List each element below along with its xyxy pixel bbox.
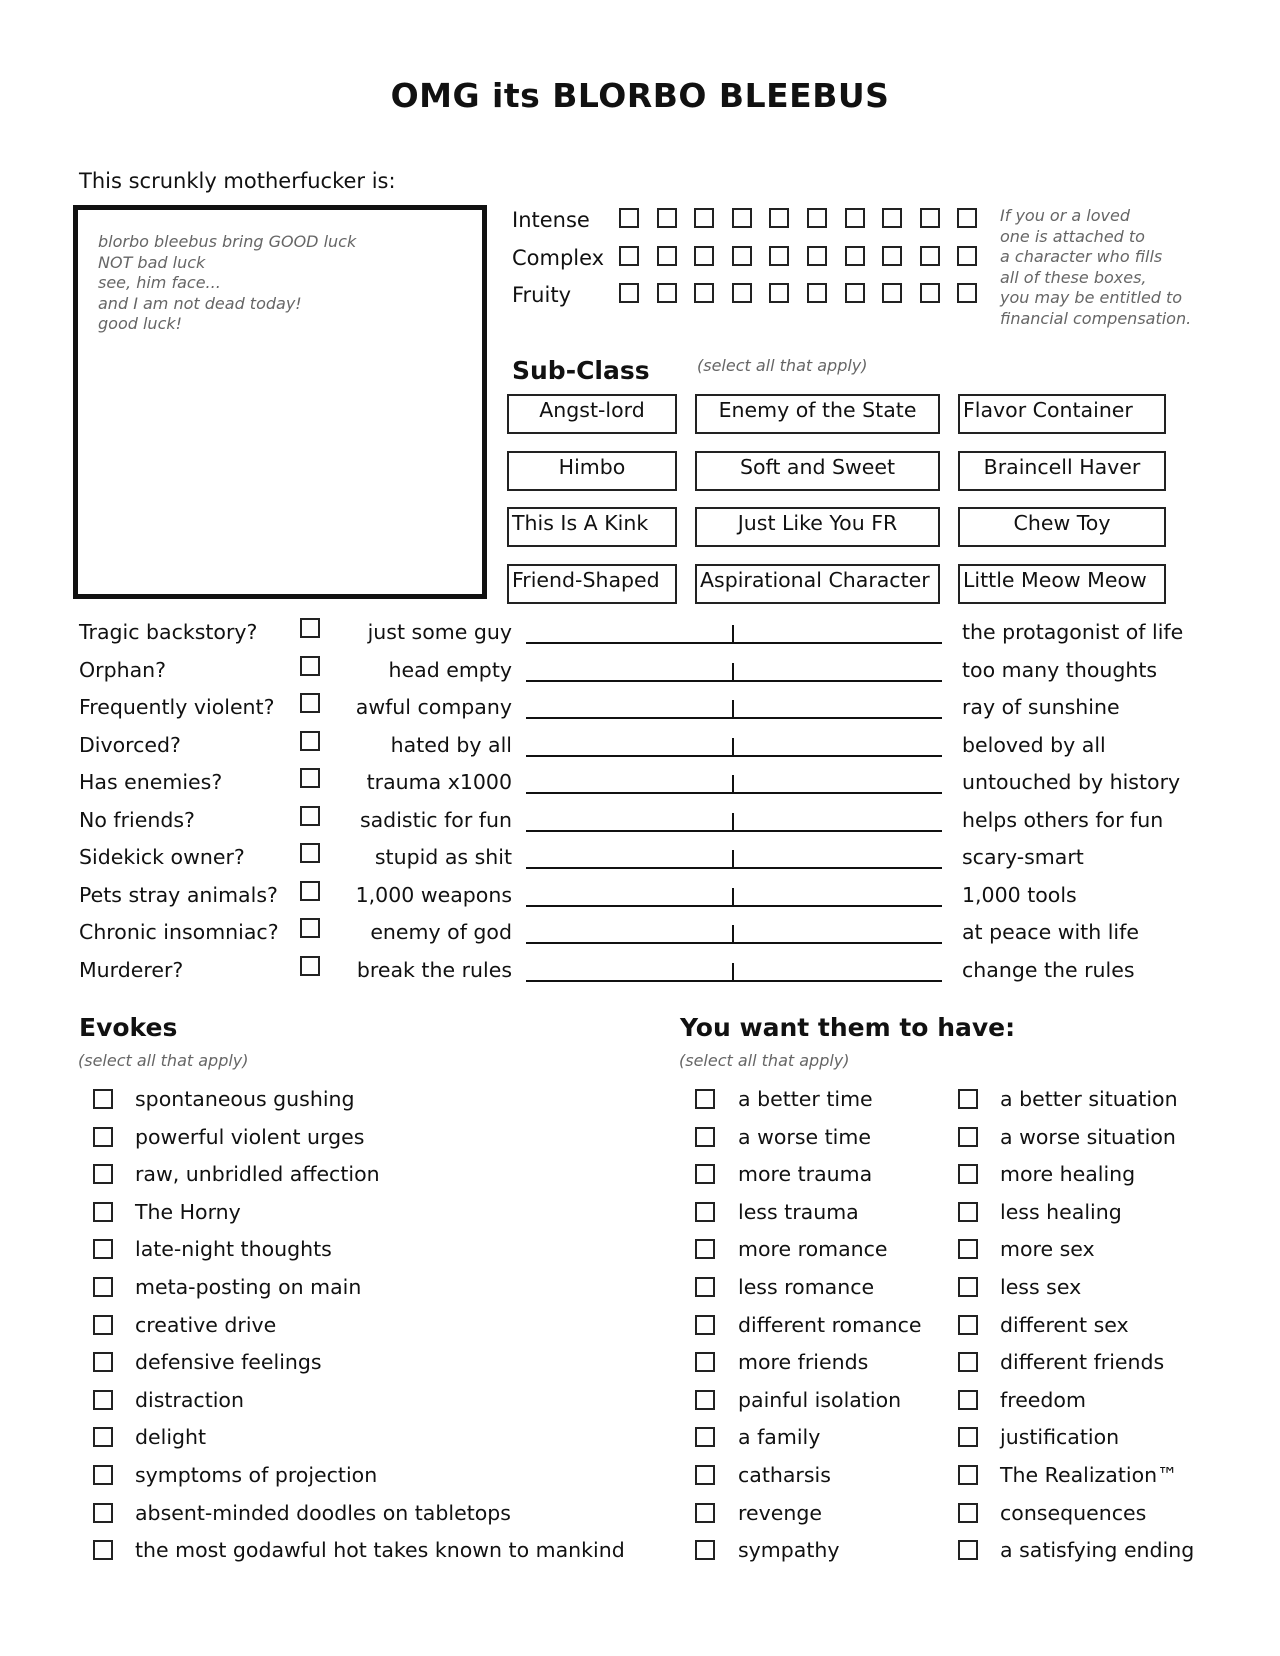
want-checkbox[interactable]: [958, 1540, 978, 1560]
scale-slider[interactable]: [526, 905, 942, 907]
question-checkbox[interactable]: [300, 956, 320, 976]
rating-checkbox[interactable]: [845, 283, 865, 303]
subclass-option[interactable]: This Is A Kink: [507, 507, 677, 547]
rating-checkbox[interactable]: [920, 246, 940, 266]
scale-right-label: beloved by all: [962, 732, 1106, 757]
rating-checkbox[interactable]: [845, 208, 865, 228]
subclass-option[interactable]: Braincell Haver: [958, 451, 1166, 491]
want-checkbox[interactable]: [695, 1239, 715, 1259]
rating-label-intense: Intense: [512, 208, 590, 232]
want-checkbox[interactable]: [695, 1465, 715, 1485]
want-item-label: a worse situation: [1000, 1124, 1176, 1149]
scale-slider[interactable]: [526, 642, 942, 644]
subclass-option[interactable]: Aspirational Character: [695, 564, 940, 604]
want-checkbox[interactable]: [958, 1465, 978, 1485]
scale-slider[interactable]: [526, 867, 942, 869]
want-item-label: less sex: [1000, 1275, 1082, 1299]
scale-marker[interactable]: [732, 625, 734, 643]
want-item-label: more sex: [1000, 1237, 1095, 1262]
scale-right-label: ray of sunshine: [962, 695, 1120, 719]
compensation-disclaimer: If you or a loved one is attached to a character who fills all of these boxes, you may be entitled to financial compensation.: [1000, 206, 1192, 328]
rating-checkbox[interactable]: [920, 283, 940, 303]
scale-left-label: trauma x1000: [366, 770, 512, 794]
evokes-checkbox[interactable]: [93, 1315, 113, 1335]
want-item-label: more trauma: [738, 1162, 873, 1187]
scale-right-label: at peace with life: [962, 920, 1139, 944]
evokes-item-label: defensive feelings: [135, 1350, 322, 1375]
want-item-label: different sex: [1000, 1312, 1129, 1337]
want-checkbox[interactable]: [958, 1390, 978, 1410]
subclass-option[interactable]: Friend-Shaped: [507, 564, 677, 604]
scale-right-label: change the rules: [962, 957, 1135, 982]
question-checkbox[interactable]: [300, 806, 320, 826]
evokes-item-label: distraction: [135, 1387, 244, 1412]
evokes-checkbox[interactable]: [93, 1164, 113, 1184]
question-label: Orphan?: [79, 657, 167, 682]
scale-left-label: awful company: [355, 695, 512, 719]
question-label: Pets stray animals?: [79, 882, 278, 907]
want-item-label: catharsis: [738, 1463, 831, 1487]
scale-left-label: break the rules: [356, 957, 512, 982]
subclass-option[interactable]: Soft and Sweet: [695, 451, 940, 491]
scale-right-label: the protagonist of life: [962, 620, 1184, 644]
question-label: Sidekick owner?: [79, 845, 245, 869]
evokes-item-label: meta-posting on main: [135, 1275, 362, 1299]
want-item-label: less trauma: [738, 1199, 859, 1224]
subclass-option[interactable]: Little Meow Meow: [958, 564, 1166, 604]
evokes-item-label: the most godawful hot takes known to mankind: [135, 1538, 625, 1563]
scale-slider[interactable]: [526, 717, 942, 719]
rating-checkbox[interactable]: [882, 246, 902, 266]
want-checkbox[interactable]: [695, 1540, 715, 1560]
rating-checkbox[interactable]: [882, 283, 902, 303]
want-checkbox[interactable]: [695, 1390, 715, 1410]
portrait-box[interactable]: [73, 205, 487, 599]
rating-checkbox[interactable]: [619, 246, 639, 266]
rating-checkbox[interactable]: [769, 246, 789, 266]
portrait-caption: blorbo bleebus bring GOOD luck NOT bad luck see, him face... and I am not dead today! good luck!: [98, 232, 357, 333]
scale-marker[interactable]: [732, 888, 734, 906]
question-label: Frequently violent?: [79, 695, 275, 719]
scale-right-label: helps others for fun: [962, 807, 1164, 832]
evokes-checkbox[interactable]: [93, 1127, 113, 1147]
want-checkbox[interactable]: [958, 1427, 978, 1447]
want-item-label: justification: [1000, 1425, 1120, 1450]
scale-marker[interactable]: [732, 963, 734, 981]
evokes-item-label: late-night thoughts: [135, 1237, 332, 1262]
question-label: Murderer?: [79, 957, 184, 982]
rating-checkbox[interactable]: [657, 208, 677, 228]
rating-checkbox[interactable]: [807, 208, 827, 228]
evokes-item-label: The Horny: [135, 1199, 241, 1224]
want-item-label: revenge: [738, 1500, 822, 1525]
rating-checkbox[interactable]: [807, 246, 827, 266]
subclass-option[interactable]: Himbo: [507, 451, 677, 491]
rating-checkbox[interactable]: [957, 283, 977, 303]
want-item-label: a worse time: [738, 1124, 871, 1149]
scale-left-label: 1,000 weapons: [355, 882, 512, 907]
rating-checkbox[interactable]: [694, 208, 714, 228]
subclass-option[interactable]: Enemy of the State: [695, 394, 940, 434]
want-checkbox[interactable]: [695, 1089, 715, 1109]
evokes-checkbox[interactable]: [93, 1089, 113, 1109]
evokes-checkbox[interactable]: [93, 1427, 113, 1447]
rating-label-complex: Complex: [512, 245, 605, 270]
want-item-label: painful isolation: [738, 1387, 902, 1412]
scale-left-label: head empty: [388, 657, 512, 682]
evokes-note: (select all that apply): [78, 1051, 249, 1070]
want-item-label: different friends: [1000, 1350, 1165, 1375]
rating-checkbox[interactable]: [882, 208, 902, 228]
want-item-label: a family: [738, 1425, 821, 1450]
evokes-checkbox[interactable]: [93, 1239, 113, 1259]
evokes-checkbox[interactable]: [93, 1352, 113, 1372]
scale-left-label: sadistic for fun: [359, 807, 512, 832]
want-title: You want them to have:: [680, 1013, 1016, 1042]
evokes-item-label: delight: [135, 1425, 207, 1450]
evokes-item-label: spontaneous gushing: [135, 1087, 355, 1111]
question-checkbox[interactable]: [300, 881, 320, 901]
question-label: Divorced?: [79, 732, 181, 757]
want-item-label: different romance: [738, 1312, 922, 1337]
subclass-option[interactable]: Flavor Container: [958, 394, 1166, 434]
rating-checkbox[interactable]: [957, 246, 977, 266]
scale-marker[interactable]: [732, 700, 734, 718]
want-item-label: freedom: [1000, 1387, 1086, 1412]
want-item-label: a better situation: [1000, 1087, 1178, 1111]
want-checkbox[interactable]: [958, 1164, 978, 1184]
question-checkbox[interactable]: [300, 918, 320, 938]
scale-marker[interactable]: [732, 813, 734, 831]
scale-marker[interactable]: [732, 663, 734, 681]
want-checkbox[interactable]: [958, 1239, 978, 1259]
scale-marker[interactable]: [732, 850, 734, 868]
want-item-label: more romance: [738, 1237, 888, 1262]
intro-label: This scrunkly motherfucker is:: [79, 169, 396, 193]
evokes-item-label: symptoms of projection: [135, 1463, 378, 1487]
evokes-checkbox[interactable]: [93, 1465, 113, 1485]
scale-marker[interactable]: [732, 738, 734, 756]
question-label: Has enemies?: [79, 770, 223, 794]
want-checkbox[interactable]: [695, 1427, 715, 1447]
scale-right-label: too many thoughts: [962, 657, 1158, 682]
subclass-title: Sub-Class: [512, 356, 650, 385]
scale-marker[interactable]: [732, 775, 734, 793]
scale-left-label: enemy of god: [370, 920, 512, 944]
rating-checkbox[interactable]: [694, 283, 714, 303]
rating-checkbox[interactable]: [732, 283, 752, 303]
question-label: Chronic insomniac?: [79, 920, 279, 944]
scale-left-label: stupid as shit: [374, 845, 512, 869]
rating-checkbox[interactable]: [619, 208, 639, 228]
evokes-title: Evokes: [79, 1013, 178, 1042]
want-note: (select all that apply): [679, 1051, 850, 1070]
evokes-checkbox[interactable]: [93, 1540, 113, 1560]
subclass-option[interactable]: Chew Toy: [958, 507, 1166, 547]
question-label: Tragic backstory?: [79, 620, 258, 644]
scale-slider[interactable]: [526, 942, 942, 944]
want-checkbox[interactable]: [695, 1164, 715, 1184]
evokes-checkbox[interactable]: [93, 1503, 113, 1523]
evokes-item-label: absent-minded doodles on tabletops: [135, 1500, 511, 1525]
scale-right-label: 1,000 tools: [962, 882, 1077, 907]
scale-right-label: untouched by history: [962, 770, 1181, 794]
evokes-item-label: raw, unbridled affection: [135, 1162, 380, 1187]
want-checkbox[interactable]: [695, 1503, 715, 1523]
want-item-label: a satisfying ending: [1000, 1538, 1195, 1563]
evokes-item-label: creative drive: [135, 1312, 277, 1337]
question-checkbox[interactable]: [300, 731, 320, 751]
rating-checkbox[interactable]: [732, 246, 752, 266]
want-item-label: consequences: [1000, 1500, 1147, 1525]
want-item-label: more friends: [738, 1350, 869, 1375]
rating-checkbox[interactable]: [619, 283, 639, 303]
want-checkbox[interactable]: [958, 1089, 978, 1109]
rating-checkbox[interactable]: [769, 283, 789, 303]
scale-slider[interactable]: [526, 755, 942, 757]
want-checkbox[interactable]: [695, 1315, 715, 1335]
want-checkbox[interactable]: [695, 1202, 715, 1222]
scale-slider[interactable]: [526, 680, 942, 682]
page-title: OMG its BLORBO BLEEBUS: [390, 76, 890, 115]
rating-checkbox[interactable]: [845, 246, 865, 266]
evokes-checkbox[interactable]: [93, 1202, 113, 1222]
subclass-option[interactable]: Just Like You FR: [695, 507, 940, 547]
scale-slider[interactable]: [526, 792, 942, 794]
want-checkbox[interactable]: [958, 1277, 978, 1297]
question-label: No friends?: [79, 807, 195, 832]
rating-label-fruity: Fruity: [512, 283, 571, 307]
subclass-option[interactable]: Angst-lord: [507, 394, 677, 434]
rating-checkbox[interactable]: [920, 208, 940, 228]
scale-right-label: scary-smart: [962, 845, 1084, 869]
evokes-checkbox[interactable]: [93, 1390, 113, 1410]
want-checkbox[interactable]: [958, 1503, 978, 1523]
scale-marker[interactable]: [732, 925, 734, 943]
want-item-label: a better time: [738, 1087, 873, 1111]
want-checkbox[interactable]: [958, 1202, 978, 1222]
want-checkbox[interactable]: [695, 1352, 715, 1372]
rating-checkbox[interactable]: [957, 208, 977, 228]
want-checkbox[interactable]: [695, 1277, 715, 1297]
rating-checkbox[interactable]: [732, 208, 752, 228]
question-checkbox[interactable]: [300, 656, 320, 676]
want-checkbox[interactable]: [695, 1127, 715, 1147]
want-item-label: less healing: [1000, 1199, 1122, 1224]
want-item-label: more healing: [1000, 1162, 1136, 1187]
rating-checkbox[interactable]: [694, 246, 714, 266]
evokes-item-label: powerful violent urges: [135, 1124, 365, 1149]
want-checkbox[interactable]: [958, 1127, 978, 1147]
rating-checkbox[interactable]: [769, 208, 789, 228]
rating-checkbox[interactable]: [657, 283, 677, 303]
scale-left-label: hated by all: [390, 732, 512, 757]
scale-slider[interactable]: [526, 830, 942, 832]
want-checkbox[interactable]: [958, 1315, 978, 1335]
question-checkbox[interactable]: [300, 843, 320, 863]
want-item-label: sympathy: [738, 1538, 840, 1563]
subclass-note: (select all that apply): [697, 356, 868, 375]
want-checkbox[interactable]: [958, 1352, 978, 1372]
question-checkbox[interactable]: [300, 768, 320, 788]
rating-checkbox[interactable]: [807, 283, 827, 303]
scale-left-label: just some guy: [367, 620, 512, 644]
question-checkbox[interactable]: [300, 618, 320, 638]
evokes-checkbox[interactable]: [93, 1277, 113, 1297]
question-checkbox[interactable]: [300, 693, 320, 713]
want-item-label: The Realization™: [1000, 1463, 1178, 1487]
want-item-label: less romance: [738, 1275, 875, 1299]
scale-slider[interactable]: [526, 980, 942, 982]
rating-checkbox[interactable]: [657, 246, 677, 266]
